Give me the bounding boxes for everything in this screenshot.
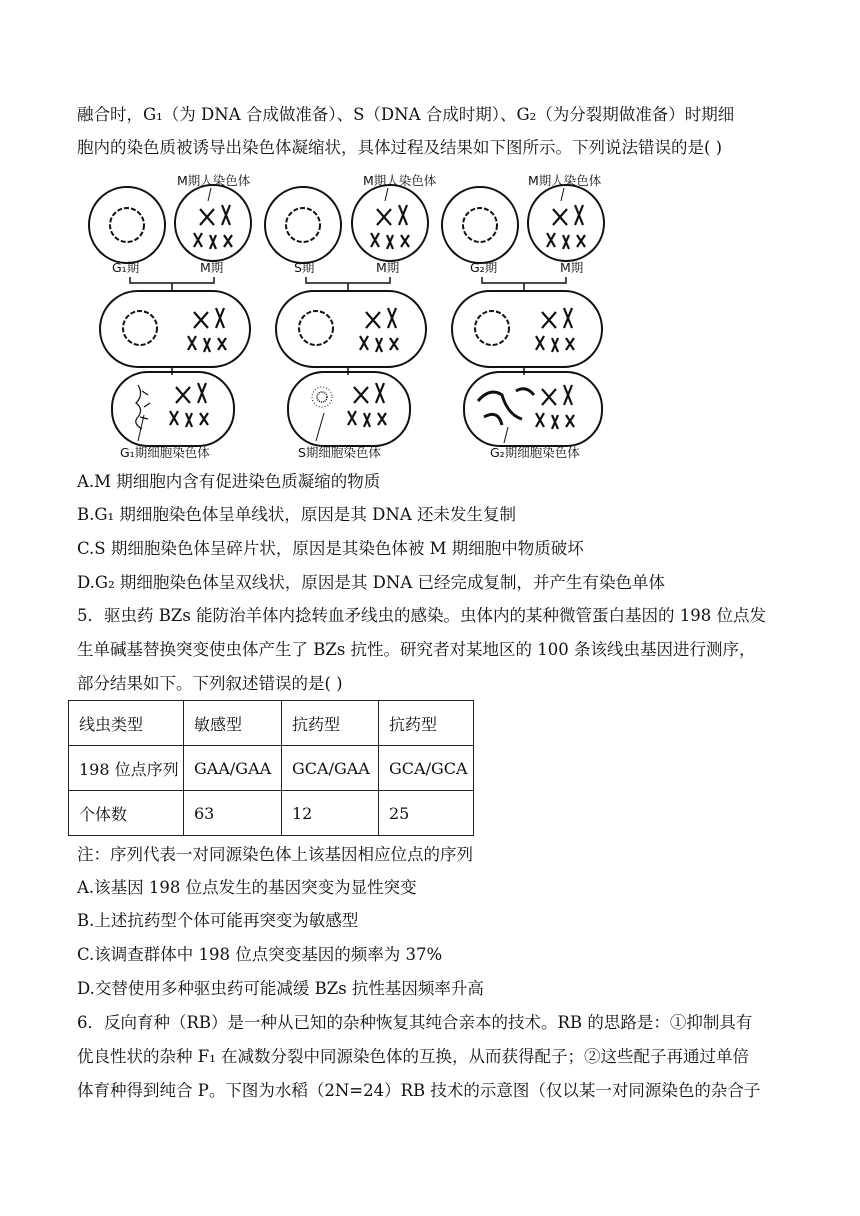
q5-option-b: B.上述抗药型个体可能再突变为敏感型 xyxy=(77,911,359,930)
q5-stem-line-1: 5．驱虫药 BZs 能防治羊体内捻转血矛线虫的感染。虫体内的某种微管蛋白基因的 198 位点发 xyxy=(77,606,767,625)
table-cell: GAA/GAA xyxy=(184,746,282,791)
m-chromosome-label-2: M期人染色体 xyxy=(363,173,437,188)
table-cell: 抗药型 xyxy=(282,701,379,746)
m-chromosome-label-1: M期人染色体 xyxy=(177,173,251,188)
table-cell: 12 xyxy=(282,791,379,836)
table-cell: 抗药型 xyxy=(379,701,474,746)
table-cell: 个体数 xyxy=(69,791,184,836)
result-label-s: S期细胞染色体 xyxy=(298,445,381,460)
q5-data-table xyxy=(68,700,474,836)
table-cell: 63 xyxy=(184,791,282,836)
q5-option-d: D.交替使用多种驱虫药可能减缓 BZs 抗性基因频率升高 xyxy=(77,979,484,998)
intro-line-1: 融合时，G₁（为 DNA 合成做准备）、S（DNA 合成时期）、G₂（为分裂期做准备）时期细 xyxy=(77,105,735,124)
q5-option-c: C.该调查群体中 198 位点突变基因的频率为 37% xyxy=(77,945,443,964)
q5-stem-line-2: 生单碱基替换突变使虫体产生了 BZs 抗性。研究者对某地区的 100 条该线虫基因进行测序， xyxy=(77,640,756,659)
column-s xyxy=(265,173,437,460)
phase-label-m-2: M期 xyxy=(376,260,400,275)
phase-label-s: S期 xyxy=(294,260,315,275)
q4-option-b: B.G₁ 期细胞染色体呈单线状，原因是其 DNA 还未发生复制 xyxy=(77,505,516,524)
q6-line-3: 体育种得到纯合 P。下图为水稻（2N=24）RB 技术的示意图（仅以某一对同源染色的杂合子 xyxy=(77,1081,761,1100)
q5-option-a: A.该基因 198 位点发生的基因突变为显性突变 xyxy=(77,878,417,897)
table-row xyxy=(69,791,474,836)
q5-table-note: 注：序列代表一对同源染色体上该基因相应位点的序列 xyxy=(77,845,473,864)
table-cell: GCA/GCA xyxy=(379,746,474,791)
intro-line-2: 胞内的染色质被诱导出染色体凝缩状，具体过程及结果如下图所示。下列说法错误的是( ) xyxy=(77,138,723,157)
result-label-g1: G₁期细胞染色体 xyxy=(120,445,210,460)
phase-label-g2: G₂期 xyxy=(470,260,498,275)
q6-line-2: 优良性状的杂种 F₁ 在减数分裂中同源染色体的互换，从而获得配子；②这些配子再通过单倍 xyxy=(77,1047,750,1066)
table-cell: 线虫类型 xyxy=(69,701,184,746)
q6-line-1: 6．反向育种（RB）是一种从已知的杂种恢复其纯合亲本的技术。RB 的思路是：①抑制具有 xyxy=(77,1013,753,1032)
q4-option-d: D.G₂ 期细胞染色体呈双线状，原因是其 DNA 已经完成复制，并产生有染色单体 xyxy=(77,573,665,592)
q4-option-c: C.S 期细胞染色体呈碎片状，原因是其染色体被 M 期细胞中物质破坏 xyxy=(77,539,584,558)
column-g1 xyxy=(89,173,251,460)
m-chromosome-label-3: M期人染色体 xyxy=(528,173,602,188)
table-row xyxy=(69,701,474,746)
cell-fusion-figure xyxy=(80,165,620,465)
table-cell: 25 xyxy=(379,791,474,836)
q5-stem-line-3: 部分结果如下。下列叙述错误的是( ) xyxy=(77,674,343,693)
phase-label-m-1: M期 xyxy=(200,260,224,275)
table-row xyxy=(69,746,474,791)
result-label-g2: G₂期细胞染色体 xyxy=(490,445,580,460)
phase-label-g1: G₁期 xyxy=(112,260,140,275)
table-cell: GCA/GAA xyxy=(282,746,379,791)
column-g2 xyxy=(442,173,604,460)
table-cell: 敏感型 xyxy=(184,701,282,746)
phase-label-m-3: M期 xyxy=(560,260,584,275)
table-cell: 198 位点序列 xyxy=(69,746,184,791)
q4-option-a: A.M 期细胞内含有促进染色质凝缩的物质 xyxy=(77,472,381,491)
